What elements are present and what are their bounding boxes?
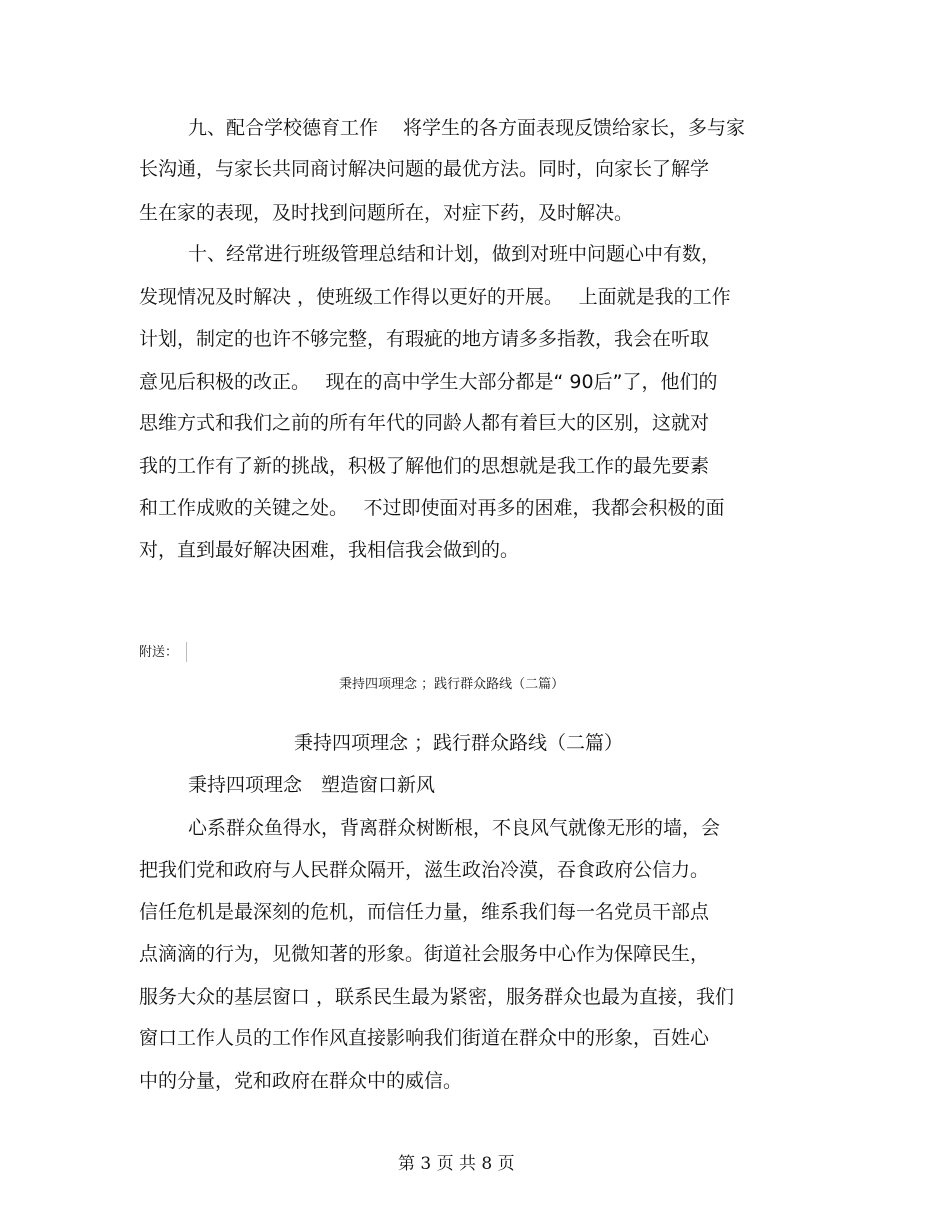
paragraph-line: 生在家的表现，及时找到问题所在，对症下药，及时解决。 xyxy=(139,202,634,224)
paragraph-line: 窗口工作人员的工作作风直接影响我们街道在群众中的形象，百姓心 xyxy=(139,1027,710,1049)
paragraph-line: 计划，制定的也许不够完整，有瑕疵的地方请多多指教，我会在听取 xyxy=(139,328,710,350)
small-heading: 秉持四项理念 ；践行群众路线（二篇） xyxy=(339,677,565,692)
paragraph-line: 我的工作有了新的挑战，积极了解他们的思想就是我工作的最先要素 xyxy=(139,455,710,477)
appendix-label: 附送： xyxy=(139,645,179,660)
paragraph-line: 长沟通，与家长共同商讨解决问题的最优方法。同时，向家长了解学 xyxy=(139,158,710,180)
paragraph-line: 信任危机是最深刻的危机，而信任力量，维系我们每一名党员干部点 xyxy=(139,901,710,923)
paragraph-line: 九、配合学校德育工作 将学生的各方面表现反馈给家长，多与家 xyxy=(188,117,746,139)
page-footer: 第 3 页 共 8 页 xyxy=(398,1154,515,1174)
paragraph-line: 发现情况及时解决 ，使班级工作得以更好的开展。 上面就是我的工作 xyxy=(139,286,731,308)
paragraph-line: 中的分量，党和政府在群众中的威信。 xyxy=(139,1070,463,1092)
section-heading: 秉持四项理念 ；践行群众路线（二篇） xyxy=(294,732,624,754)
paragraph-line: 和工作成败的关键之处。 不过即使面对再多的困难，我都会积极的面 xyxy=(139,497,725,519)
section-subheading: 秉持四项理念 塑造窗口新风 xyxy=(188,774,436,796)
paragraph-line: 点滴滴的行为，见微知著的形象。街道社会服务中心作为保障民生， xyxy=(139,943,710,965)
paragraph-line: 意见后积极的改正。 现在的高中学生大部分都是“ 90后”了，他们的 xyxy=(139,371,718,393)
paragraph-line: 心系群众鱼得水，背离群众树断根，不良风气就像无形的墙，会 xyxy=(188,817,721,839)
paragraph-line: 对，直到最好解决困难，我相信我会做到的。 xyxy=(139,539,520,561)
paragraph-line: 十、经常进行班级管理总结和计划，做到对班中问题心中有数， xyxy=(188,243,721,265)
paragraph-line: 思维方式和我们之前的所有年代的同龄人都有着巨大的区别，这就对 xyxy=(139,412,710,434)
text-cursor xyxy=(186,642,187,662)
paragraph-line: 服务大众的基层窗口 ，联系民生最为紧密，服务群众也最为直接，我们 xyxy=(139,986,735,1008)
paragraph-line: 把我们党和政府与人民群众隔开，滋生政治冷漠，吞食政府公信力。 xyxy=(139,859,710,881)
